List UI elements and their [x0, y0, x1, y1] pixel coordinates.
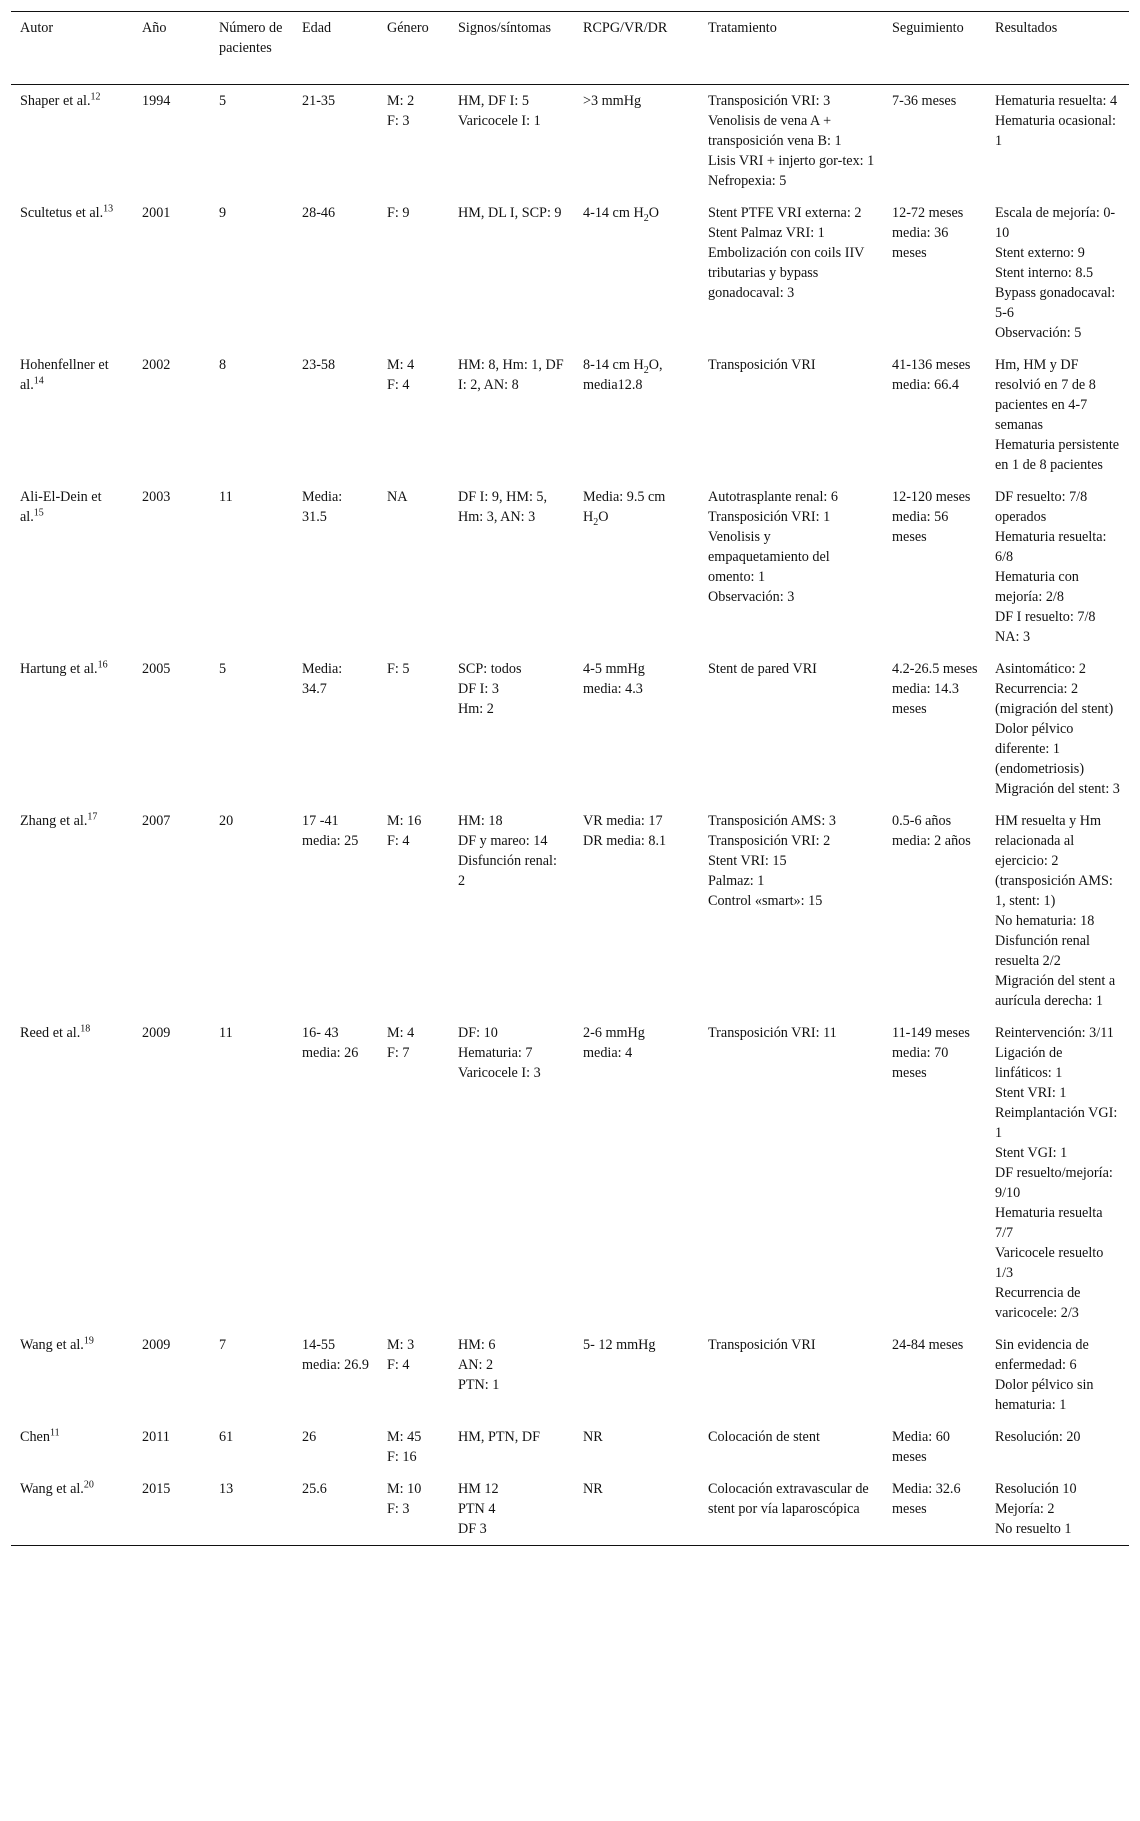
cell-line: DF I: 3	[458, 681, 499, 697]
author-cell	[11, 805, 133, 1017]
treatment-cell	[699, 85, 883, 198]
reference-number: 12	[90, 91, 101, 103]
table-row	[11, 805, 1129, 1017]
cell-line: 16- 43	[302, 1025, 339, 1041]
cell-line: M: 2	[387, 93, 415, 109]
pressure-cell	[574, 349, 699, 481]
year-cell: 2009	[142, 1025, 171, 1041]
pressure-cell	[574, 197, 699, 349]
cell-line: 24-84 meses	[892, 1337, 964, 1353]
cell-line: DF I: 9, HM: 5, Hm: 3, AN: 3	[458, 489, 548, 525]
patients-cell: 11	[219, 489, 233, 505]
cell-line: 41-136 meses	[892, 357, 971, 373]
cell-line: F: 7	[387, 1045, 410, 1061]
age-cell	[293, 1329, 378, 1421]
treatment-cell	[699, 1017, 883, 1329]
age-cell	[293, 85, 378, 198]
age-cell	[293, 1017, 378, 1329]
cell-line: media: 26.9	[302, 1357, 369, 1373]
treatment-cell	[699, 1421, 883, 1473]
cell-line: Observación: 5	[995, 325, 1082, 341]
cell-line: media: 2 años	[892, 833, 971, 849]
gender-cell	[378, 805, 449, 1017]
cell-line: HM, DF I: 5	[458, 93, 529, 109]
symptoms-cell	[449, 1329, 574, 1421]
cell-line: F: 4	[387, 833, 410, 849]
cell-line: F: 3	[387, 1501, 410, 1517]
cell-line: Escala de mejoría: 0-10	[995, 205, 1116, 241]
year-cell: 2015	[133, 1473, 210, 1546]
cell-line: Ligación de linfáticos: 1	[995, 1045, 1063, 1081]
cell-line: SCP: todos	[458, 661, 522, 677]
cell-line: Stent Palmaz VRI: 1	[708, 225, 825, 241]
cell-line: media: 36 meses	[892, 225, 949, 261]
table-row	[11, 85, 1129, 198]
author-cell	[11, 1329, 133, 1421]
author-name: Reed et al.	[20, 1025, 81, 1041]
cell-line: DF 3	[458, 1521, 487, 1537]
column-header: Año	[133, 12, 210, 85]
treatment-cell	[699, 349, 883, 481]
cell-line: Hematuria resuelta: 4	[995, 93, 1118, 109]
results-cell	[986, 197, 1129, 349]
cell-line: Colocación de stent	[708, 1429, 820, 1445]
followup-cell	[883, 805, 986, 1017]
cell-line: F: 3	[387, 113, 410, 129]
cell-line: Transposición VRI	[708, 357, 816, 373]
treatment-cell	[699, 1329, 883, 1421]
cell-line: DF I resuelto: 7/8	[995, 609, 1096, 625]
followup-cell	[883, 481, 986, 653]
cell-line: F: 9	[387, 205, 410, 221]
cell-line: Migración del stent: 3	[995, 781, 1120, 797]
cell-line: Colocación extravascular de stent por vía laparoscópica	[708, 1481, 869, 1517]
cell-line: 26	[302, 1429, 317, 1445]
cell-line: M: 10	[387, 1481, 422, 1497]
column-header: Tratamiento	[699, 12, 883, 85]
cell-line: 7-36 meses	[892, 93, 957, 109]
followup-cell	[883, 1329, 986, 1421]
author-name: Chen	[20, 1429, 50, 1445]
cell-line: HM, DL I, SCP: 9	[458, 205, 562, 221]
patients-cell: 13	[210, 1473, 293, 1546]
cell-line: F: 5	[387, 661, 410, 677]
age-cell	[293, 805, 378, 1017]
cell-line: Venolisis de vena A + transposición vena B: 1	[708, 113, 842, 149]
author-name: Zhang et al.	[20, 813, 88, 829]
cell-line: AN: 2	[458, 1357, 494, 1373]
results-cell	[986, 349, 1129, 481]
year-cell: 2011	[142, 1429, 170, 1445]
cell-line: Hematuria resuelta 7/7	[995, 1205, 1103, 1241]
cell-line: PTN 4	[458, 1501, 496, 1517]
cell-line: HM 12	[458, 1481, 499, 1497]
year-cell: 2005	[142, 661, 171, 677]
column-header: Autor	[11, 12, 133, 85]
cell-line: Transposición VRI: 11	[708, 1025, 837, 1041]
cell-line: Observación: 3	[708, 589, 795, 605]
followup-cell	[883, 349, 986, 481]
author-cell	[11, 481, 133, 653]
age-cell	[293, 197, 378, 349]
cell-line: Media: 34.7	[302, 661, 343, 697]
cell-line: 5- 12 mmHg	[583, 1337, 656, 1353]
patients-cell: 11	[219, 1025, 233, 1041]
cell-line: Hematuria con mejoría: 2/8	[995, 569, 1079, 605]
cell-line: Dolor pélvico diferente: 1 (endometriosis)	[995, 721, 1085, 777]
cell-line: Media: 60 meses	[892, 1429, 950, 1465]
cell-line: HM: 18	[458, 813, 503, 829]
patients-cell: 8	[219, 357, 227, 373]
results-cell	[986, 85, 1129, 198]
cell-line: DR media: 8.1	[583, 833, 667, 849]
cell-line: 2-6 mmHg	[583, 1025, 645, 1041]
cell-line: NA: 3	[995, 629, 1031, 645]
cell-line: F: 4	[387, 1357, 410, 1373]
pressure-cell	[574, 653, 699, 805]
results-cell	[986, 653, 1129, 805]
cell-line: 4-5 mmHg	[583, 661, 645, 677]
patients-cell: 7	[219, 1337, 227, 1353]
cell-line: Varicocele I: 3	[458, 1065, 541, 1081]
cell-line: media: 14.3 meses	[892, 681, 959, 717]
pressure-cell	[574, 1473, 699, 1546]
followup-cell	[883, 653, 986, 805]
treatment-cell	[699, 805, 883, 1017]
cell-line: Asintomático: 2	[995, 661, 1087, 677]
results-cell	[986, 481, 1129, 653]
cell-line: 4.2-26.5 meses	[892, 661, 978, 677]
cell-line: 23-58	[302, 357, 336, 373]
cell-line: 4-14 cm $H_2O$	[583, 205, 659, 224]
reference-number: 19	[83, 1335, 94, 1347]
table-row	[11, 1329, 1129, 1421]
cell-line: NA	[387, 489, 408, 505]
cell-line: VR media: 17	[583, 813, 663, 829]
pressure-cell	[574, 805, 699, 1017]
reference-number: 11	[49, 1427, 60, 1439]
cell-line: 17 -41	[302, 813, 339, 829]
treatment-cell	[699, 1473, 883, 1546]
results-cell	[986, 1017, 1129, 1329]
gender-cell	[378, 481, 449, 653]
pressure-cell	[574, 481, 699, 653]
symptoms-cell	[449, 85, 574, 198]
patients-cell: 5	[219, 93, 227, 109]
cell-line: Hematuria ocasional: 1	[995, 113, 1116, 149]
author-cell	[11, 349, 133, 481]
column-header: Signos/síntomas	[449, 12, 574, 85]
table-body	[11, 85, 1129, 1546]
followup-cell	[883, 1017, 986, 1329]
age-cell	[293, 1421, 378, 1473]
symptoms-cell	[449, 1473, 574, 1546]
cell-line: Nefropexia: 5	[708, 173, 787, 189]
table-header	[11, 12, 1129, 85]
cell-line: NR	[583, 1481, 603, 1497]
symptoms-cell	[449, 1421, 574, 1473]
symptoms-cell	[449, 805, 574, 1017]
cell-line: DF y mareo: 14	[458, 833, 548, 849]
cell-line: 12-72 meses	[892, 205, 964, 221]
cell-line: media: 70 meses	[892, 1045, 949, 1081]
gender-cell	[378, 85, 449, 198]
symptoms-cell	[449, 653, 574, 805]
cell-line: Hematuria persistente en 1 de 8 pacientes	[995, 437, 1120, 473]
results-cell	[986, 1421, 1129, 1473]
cell-line: media: 56 meses	[892, 509, 949, 545]
table-row	[11, 349, 1129, 481]
cell-line: 14-55	[302, 1337, 336, 1353]
cell-line: Mejoría: 2	[995, 1501, 1055, 1517]
cell-line: Varicocele I: 1	[458, 113, 541, 129]
cell-line: Recurrencia: 2 (migración del stent)	[995, 681, 1114, 717]
author-name: Shaper et al.	[20, 93, 91, 109]
cell-line: Transposición VRI: 3	[708, 93, 831, 109]
cell-line: Transposición VRI	[708, 1337, 816, 1353]
cell-line: M: 4	[387, 357, 415, 373]
cell-line: Palmaz: 1	[708, 873, 765, 889]
author-name: Wang et al.	[20, 1337, 84, 1353]
table-row	[11, 197, 1129, 349]
cell-line: M: 3	[387, 1337, 415, 1353]
pressure-cell	[574, 85, 699, 198]
cell-line: M: 4	[387, 1025, 415, 1041]
cell-line: Transposición VRI: 2	[708, 833, 831, 849]
cell-line: Disfunción renal resuelta 2/2	[995, 933, 1090, 969]
cell-line: No resuelto 1	[995, 1521, 1072, 1537]
cell-line: media: 26	[302, 1045, 359, 1061]
cell-line: Stent externo: 9	[995, 245, 1085, 261]
patients-cell: 61	[219, 1429, 234, 1445]
gender-cell	[378, 1421, 449, 1473]
reference-number: 20	[83, 1479, 94, 1491]
cell-line: Stent VGI: 1	[995, 1145, 1068, 1161]
cell-line: 11-149 meses	[892, 1025, 970, 1041]
cell-line: 21-35	[302, 93, 336, 109]
gender-cell	[378, 1017, 449, 1329]
reference-number: 16	[97, 659, 108, 671]
column-header: Seguimiento	[883, 12, 986, 85]
followup-cell	[883, 1473, 986, 1546]
cell-line: Varicocele resuelto 1/3	[995, 1245, 1104, 1281]
age-cell	[293, 349, 378, 481]
symptoms-cell	[449, 349, 574, 481]
symptoms-cell	[449, 1017, 574, 1329]
cell-line: Migración del stent a aurícula derecha: 1	[995, 973, 1116, 1009]
year-cell: 2007	[142, 813, 171, 829]
cell-line: Control «smart»: 15	[708, 893, 823, 909]
cell-line: M: 16	[387, 813, 422, 829]
cell-line: Disfunción renal: 2	[458, 853, 557, 889]
results-cell	[986, 1473, 1129, 1546]
gender-cell	[378, 1329, 449, 1421]
cell-line: NR	[583, 1429, 603, 1445]
symptoms-cell	[449, 197, 574, 349]
column-header: Edad	[293, 12, 378, 85]
cell-line: F: 4	[387, 377, 410, 393]
cell-line: Autotrasplante renal: 6	[708, 489, 839, 505]
cell-line: DF resuelto: 7/8 operados	[995, 489, 1088, 525]
cell-line: Stent VRI: 15	[708, 853, 787, 869]
author-cell	[11, 85, 133, 198]
gender-cell	[378, 197, 449, 349]
author-cell	[11, 1421, 133, 1473]
cell-line: Media: 31.5	[302, 489, 343, 525]
table-row	[11, 1017, 1129, 1329]
table-row	[11, 653, 1129, 805]
year-cell: 2009	[142, 1337, 171, 1353]
cell-line: Hematuria: 7	[458, 1045, 533, 1061]
symptoms-cell	[449, 481, 574, 653]
cell-line: Media: 9.5 cm $H_2O$	[583, 489, 666, 528]
gender-cell	[378, 653, 449, 805]
cell-line: Dolor pélvico sin hematuria: 1	[995, 1377, 1094, 1413]
column-header: Resultados	[986, 12, 1129, 85]
cell-line: DF resuelto/mejoría: 9/10	[995, 1165, 1113, 1201]
cell-line: Hm: 2	[458, 701, 494, 717]
pressure-cell	[574, 1017, 699, 1329]
cell-line: Recurrencia de varicocele: 2/3	[995, 1285, 1081, 1321]
reference-number: 13	[103, 203, 114, 215]
table-row	[11, 481, 1129, 653]
reference-number: 15	[33, 507, 44, 519]
cell-line: Stent VRI: 1	[995, 1085, 1067, 1101]
pressure-cell	[574, 1421, 699, 1473]
results-cell	[986, 805, 1129, 1017]
cell-line: 28-46	[302, 205, 336, 221]
pressure-cell	[574, 1329, 699, 1421]
treatment-cell	[699, 653, 883, 805]
cell-line: Transposición VRI: 1	[708, 509, 831, 525]
gender-cell	[378, 1473, 449, 1546]
patients-cell: 20	[219, 813, 234, 829]
age-cell	[293, 653, 378, 805]
cell-line: M: 45	[387, 1429, 422, 1445]
cell-line: No hematuria: 18	[995, 913, 1095, 929]
cell-line: Resolución 10	[995, 1481, 1077, 1497]
cell-line: Stent PTFE VRI externa: 2	[708, 205, 862, 221]
table-container	[11, 11, 1129, 1546]
author-name: Hartung et al.	[20, 661, 98, 677]
table-row	[11, 1421, 1129, 1473]
year-cell: 2003	[142, 489, 171, 505]
cell-line: Embolización con coils IIV tributarias y bypass gonadocaval: 3	[708, 245, 865, 301]
cell-line: Hematuria resuelta: 6/8	[995, 529, 1107, 565]
column-header: Género	[378, 12, 449, 85]
cell-line: Media: 32.6 meses	[892, 1481, 961, 1517]
reference-number: 18	[80, 1023, 91, 1035]
cell-line: media: 4	[583, 1045, 633, 1061]
age-cell	[293, 1473, 378, 1546]
cell-line: Reintervención: 3/11	[995, 1025, 1114, 1041]
cell-line: Lisis VRI + injerto gor-tex: 1	[708, 153, 875, 169]
followup-cell	[883, 85, 986, 198]
gender-cell	[378, 349, 449, 481]
author-name: Scultetus et al.	[20, 205, 104, 221]
patients-cell: 5	[219, 661, 227, 677]
cell-line: Reimplantación VGI: 1	[995, 1105, 1118, 1141]
cell-line: F: 16	[387, 1449, 417, 1465]
header-row	[11, 12, 1129, 85]
cell-line: media: 66.4	[892, 377, 959, 393]
followup-cell	[883, 1421, 986, 1473]
studies-table	[11, 11, 1129, 1546]
reference-number: 17	[87, 811, 98, 823]
cell-line: >3 mmHg	[583, 93, 642, 109]
cell-line: Bypass gonadocaval: 5-6	[995, 285, 1116, 321]
cell-line: Transposición AMS: 3	[708, 813, 836, 829]
cell-line: HM: 8, Hm: 1, DF I: 2, AN: 8	[458, 357, 564, 393]
author-name: Wang et al.	[20, 1481, 84, 1497]
cell-line: 0.5-6 años	[892, 813, 952, 829]
year-cell: 2002	[142, 357, 171, 373]
year-cell: 1994	[142, 93, 171, 109]
cell-line: 25.6	[302, 1481, 327, 1497]
author-cell	[11, 653, 133, 805]
age-cell	[293, 481, 378, 653]
cell-line: media: 25	[302, 833, 359, 849]
year-cell: 2001	[142, 205, 171, 221]
cell-line: media: 4.3	[583, 681, 643, 697]
column-header: RCPG/VR/DR	[574, 12, 699, 85]
table-row	[11, 1473, 1129, 1546]
cell-line: Hm, HM y DF resolvió en 7 de 8 pacientes en 4-7 semanas	[995, 357, 1096, 433]
author-cell	[11, 197, 133, 349]
results-cell	[986, 1329, 1129, 1421]
cell-line: HM, PTN, DF	[458, 1429, 540, 1445]
cell-line: Stent de pared VRI	[708, 661, 817, 677]
followup-cell	[883, 197, 986, 349]
author-cell	[11, 1473, 133, 1546]
cell-line: Sin evidencia de enfermedad: 6	[995, 1337, 1089, 1373]
author-cell	[11, 1017, 133, 1329]
cell-line: HM resuelta y Hm relacionada al ejercicio: 2 (transposición AMS: 1, stent: 1)	[995, 813, 1113, 909]
author-name: Ali-El-Dein et al.	[20, 489, 102, 525]
column-header: Número de pacientes	[210, 12, 293, 85]
cell-line: DF: 10	[458, 1025, 498, 1041]
cell-line: HM: 6	[458, 1337, 496, 1353]
treatment-cell	[699, 481, 883, 653]
patients-cell: 9	[219, 205, 227, 221]
cell-line: Stent interno: 8.5	[995, 265, 1094, 281]
cell-line: Resolución: 20	[995, 1429, 1081, 1445]
cell-line: 8-14 cm $H_2O$, media12.8	[583, 357, 663, 393]
cell-line: PTN: 1	[458, 1377, 500, 1393]
author-name: Hohenfellner et al.	[20, 357, 109, 393]
cell-line: Venolisis y empaquetamiento del omento: 1	[708, 529, 830, 585]
reference-number: 14	[33, 375, 44, 387]
treatment-cell	[699, 197, 883, 349]
cell-line: 12-120 meses	[892, 489, 971, 505]
